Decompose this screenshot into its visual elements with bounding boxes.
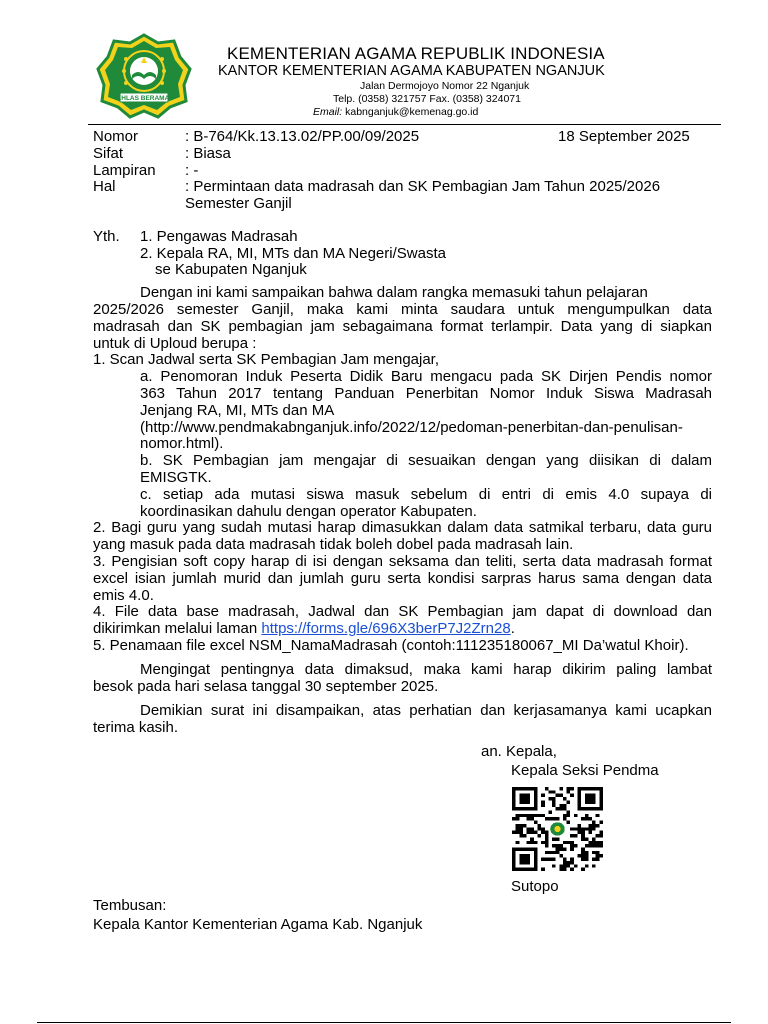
lampiran-label: Lampiran bbox=[93, 162, 156, 179]
list-item: 5. Penamaan file excel NSM_NamaMadrasah (contoh:111235180067_MI Da’watul Khoir). bbox=[93, 637, 689, 654]
paragraph-intro: 2025/2026 semester Ganjil, maka kami minta saudara untuk mengumpulkan data bbox=[93, 301, 712, 318]
sifat-label: Sifat bbox=[93, 145, 124, 162]
paragraph-deadline: besok pada hari selasa tanggal 30 september 2025. bbox=[93, 678, 439, 695]
ministry-name: KEMENTERIAN AGAMA REPUBLIK INDONESIA bbox=[227, 44, 605, 63]
office-address: Jalan Dermojoyo Nomor 22 Nganjuk bbox=[360, 80, 530, 92]
list-item: EMISGTK. bbox=[140, 469, 212, 486]
list-item: 4. File data base madrasah, Jadwal dan SK Pembagian jam dapat di download dan bbox=[93, 603, 712, 620]
list-item: Jenjang RA, MI, MTs dan MA bbox=[140, 402, 335, 419]
list-item-text: . bbox=[510, 620, 515, 637]
signature-on-behalf: an. Kepala, bbox=[481, 743, 557, 760]
recipient-1: 1. Pengawas Madrasah bbox=[140, 228, 298, 245]
nomor-value: : B-764/Kk.13.13.02/PP.00/09/2025 bbox=[185, 128, 420, 145]
office-email bbox=[313, 106, 478, 118]
sifat-value: : Biasa bbox=[185, 145, 231, 162]
list-item: c. setiap ada mutasi siswa masuk sebelum di entri di emis 4.0 supaya di bbox=[140, 486, 712, 503]
list-item: excel isian jumlah murid dan jumlah guru serta kondisi sarpras harus sama dengan data bbox=[93, 570, 712, 587]
recipient-2: 2. Kepala RA, MI, MTs dan MA Negeri/Swasta bbox=[140, 245, 446, 262]
list-item: b. SK Pembagian jam mengajar di sesuaikan dengan yang diisikan di dalam bbox=[140, 452, 712, 469]
office-name: KANTOR KEMENTERIAN AGAMA KABUPATEN NGANJUK bbox=[218, 63, 605, 79]
list-item: 3. Pengisian soft copy harap di isi dengan seksama dan teliti, serta data madrasah format bbox=[93, 553, 712, 570]
paragraph-deadline: Mengingat pentingnya data dimaksud, maka kami harap dikirim paling lambat bbox=[140, 661, 712, 678]
letter-date: 18 September 2025 bbox=[558, 128, 690, 145]
signature-title: Kepala Seksi Pendma bbox=[511, 762, 659, 779]
list-item: 363 Tahun 2017 tentang Panduan Penerbitan Nomor Induk Siswa Madrasah bbox=[140, 385, 712, 402]
list-item: yang masuk pada data madrasah tidak boleh dobel pada madrasah lain. bbox=[93, 536, 574, 553]
list-item-text: dikirimkan melalui laman bbox=[93, 620, 262, 637]
email-label: Email: bbox=[313, 106, 343, 118]
paragraph-closing: terima kasih. bbox=[93, 719, 179, 736]
list-item: nomor.html). bbox=[140, 435, 224, 452]
signatory-name: Sutopo bbox=[511, 878, 559, 895]
paragraph-intro: madrasah dan SK pembagian jam sebagaimana format terlampir. Data yang di siapkan bbox=[93, 318, 712, 335]
list-item: emis 4.0. bbox=[93, 587, 154, 604]
list-item: 1. Scan Jadwal serta SK Pembagian Jam mengajar, bbox=[93, 351, 440, 368]
cc-recipient: Kepala Kantor Kementerian Agama Kab. Nganjuk bbox=[93, 916, 423, 933]
list-item: koordinasikan dahulu dengan operator Kabupaten. bbox=[140, 503, 477, 520]
list-item: 2. Bagi guru yang sudah mutasi harap dimasukkan dalam data satmikal terbaru, data guru bbox=[93, 519, 712, 536]
svg-text:IKHLAS BERAMAL: IKHLAS BERAMAL bbox=[114, 95, 174, 102]
footer-rule bbox=[37, 1022, 731, 1023]
hal-value: : Permintaan data madrasah dan SK Pembagian Jam Tahun 2025/2026 bbox=[185, 178, 661, 195]
cc-label: Tembusan: bbox=[93, 897, 167, 914]
email-address: kabnganjuk@kemenag.go.id bbox=[345, 106, 479, 118]
list-item: a. Penomoran Induk Peserta Didik Baru mengacu pada SK Dirjen Pendis nomor bbox=[140, 368, 712, 385]
paragraph-intro: untuk di Uploud berupa : bbox=[93, 335, 257, 352]
list-item: (http://www.pendmakabnganjuk.info/2022/12/pedoman-penerbitan-dan-penulisan- bbox=[140, 419, 683, 436]
recipient-3: se Kabupaten Nganjuk bbox=[155, 261, 307, 278]
lampiran-value: : - bbox=[185, 162, 199, 179]
hal-label: Hal bbox=[93, 178, 116, 195]
google-form-link[interactable]: https://forms.gle/696X3berP7J2Zrn28 bbox=[261, 620, 511, 637]
signature-qr-code bbox=[512, 787, 603, 871]
yth-label: Yth. bbox=[93, 228, 120, 245]
hal-value-cont: Semester Ganjil bbox=[185, 195, 292, 212]
paragraph-closing: Demikian surat ini disampaikan, atas perhatian dan kerjasamanya kami ucapkan bbox=[140, 702, 712, 719]
ministry-logo bbox=[96, 33, 192, 119]
paragraph-intro: Dengan ini kami sampaikan bahwa dalam rangka memasuki tahun pelajaran bbox=[140, 284, 648, 301]
header-rule bbox=[88, 124, 721, 125]
nomor-label: Nomor bbox=[93, 128, 139, 145]
office-phone: Telp. (0358) 321757 Fax. (0358) 324071 bbox=[333, 93, 521, 105]
list-item bbox=[93, 620, 515, 637]
